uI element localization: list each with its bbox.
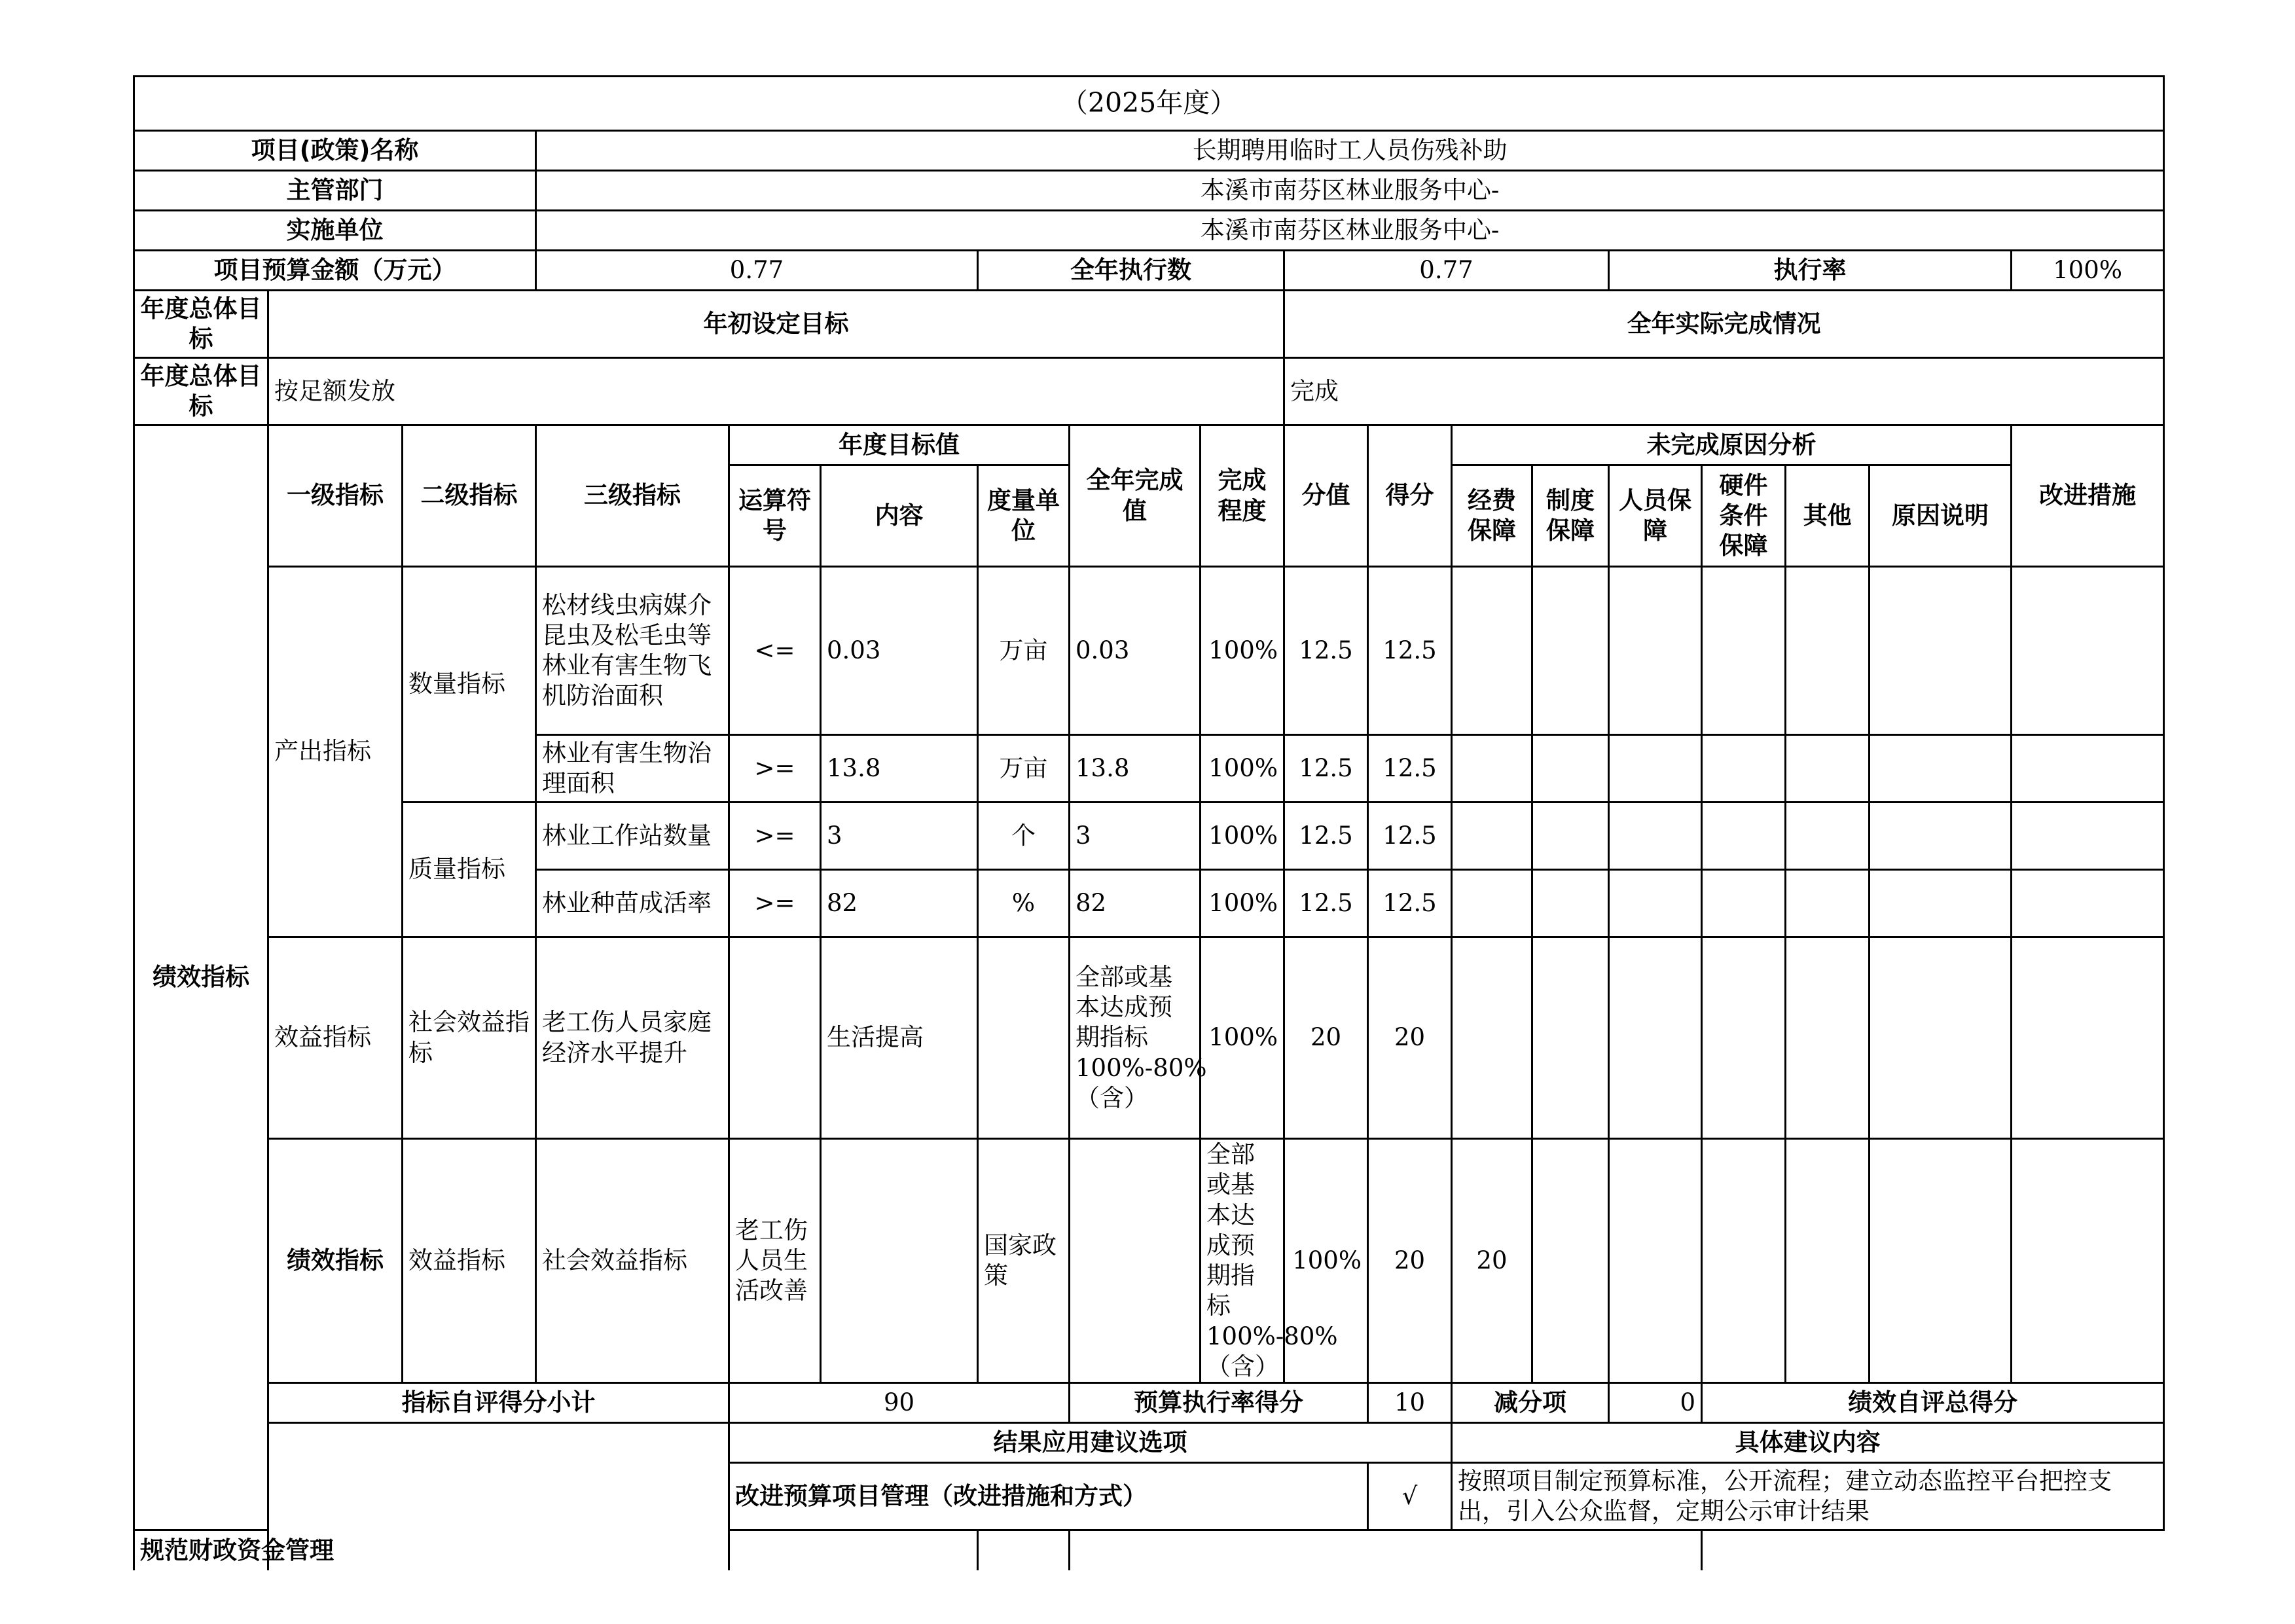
weight-cell: 12.5 [1284,870,1368,937]
weight-cell: 12.5 [1284,803,1368,870]
system-cell [1532,803,1609,870]
score-cell: 12.5 [1368,803,1452,870]
perf-indicator-label: 绩效指标 [134,425,268,1530]
reason-cell [2012,1139,2164,1383]
goal-label: 年度总体目标 [134,358,268,425]
project-name-label: 项目(政策)名称 [134,131,536,171]
score-cell: 12.5 [1368,735,1452,803]
score-header: 得分 [1368,425,1452,567]
check-mark-icon: √ [1368,1463,1452,1530]
execution-rate-label: 执行率 [1609,251,2012,291]
level1-header: 一级指标 [268,425,403,567]
budget-row [134,251,2164,291]
actual-completion-header: 全年实际完成情况 [1284,291,2164,358]
goal-header-row [134,291,2164,358]
suggestion-header-row [134,1423,2164,1463]
perf-indicator-label: 绩效指标 [268,1139,403,1383]
budget-score-label: 预算执行率得分 [1070,1383,1368,1423]
output-indicator-label: 产出指标 [268,567,403,937]
indicator-header-row-1 [134,425,2164,465]
content-cell: 国家政策 [978,1139,1070,1383]
indicator-row [134,937,2164,1139]
benefit-indicator-label: 效益指标 [268,937,403,1139]
completion-degree-cell: 100% [1284,1139,1368,1383]
other-cell [1786,735,1870,803]
content-cell: 0.03 [821,567,978,735]
level3-indicator: 林业工作站数量 [536,803,729,870]
social-benefit-label: 社会效益指标 [536,1139,729,1383]
score-cell: 12.5 [1368,870,1452,937]
staff-cell [1609,937,1702,1139]
other-cell [1786,803,1870,870]
actual-completion-value: 完成 [1284,358,2164,425]
hardware-cell [1702,937,1786,1139]
title-row [134,77,2164,131]
level2-header: 二级指标 [403,425,536,567]
completion-degree-cell: 100% [1201,870,1284,937]
improvement-header: 改进措施 [2012,425,2164,567]
year-title: （2025年度） [134,77,2164,131]
actual-value-cell: 全部或基本达成预期指标100%-80%（含） [1070,937,1201,1139]
funding-cell [1452,735,1532,803]
suggestion-option-label: 改进预算项目管理（改进措施和方式） [729,1463,1368,1530]
goal-label: 年度总体目标 [134,291,268,358]
suggestion-content-header: 具体建议内容 [1452,1423,2164,1463]
level3-header: 三级指标 [536,425,729,567]
unit-cell: 万亩 [978,735,1070,803]
funding-cell [1532,1139,1609,1383]
operator-cell [821,1139,978,1383]
other-header: 其他 [1786,465,1870,567]
goal-value-row [134,358,2164,425]
level3-indicator: 林业有害生物治理面积 [536,735,729,803]
level3-indicator: 松材线虫病媒介昆虫及松毛虫等林业有害生物飞机防治面积 [536,567,729,735]
suggestion-options-header: 结果应用建议选项 [729,1423,1452,1463]
indicator-row [134,803,2164,870]
hardware-cell [1786,1139,1870,1383]
quantity-indicator-label: 数量指标 [403,567,536,803]
performance-table [133,75,2165,1570]
unit-cell [978,937,1070,1139]
execution-rate-value: 100% [2012,251,2164,291]
other-cell [1786,567,1870,735]
system-cell [1532,937,1609,1139]
reason-cell [1870,937,2012,1139]
project-name-value: 长期聘用临时工人员伤残补助 [536,131,2164,171]
actual-value-cell: 82 [1070,870,1201,937]
score-cell: 20 [1368,937,1452,1139]
content-cell: 13.8 [821,735,978,803]
budget-amount-label: 项目预算金额（万元） [134,251,536,291]
content-cell: 3 [821,803,978,870]
budget-amount-value: 0.77 [536,251,978,291]
implementer-row [134,211,2164,251]
operator-header: 运算符号 [729,465,821,567]
suggestion-row [134,1530,2164,1570]
content-header: 内容 [821,465,978,567]
weight-header: 分值 [1284,425,1368,567]
system-header: 制度保障 [1532,465,1609,567]
actual-value-header: 全年完成值 [1070,425,1201,567]
hardware-cell [1702,870,1786,937]
actual-value-cell: 全部或基本达成预期指标100%-80%（含） [1201,1139,1284,1383]
weight-cell: 20 [1284,937,1368,1139]
actual-value-cell: 13.8 [1070,735,1201,803]
other-cell [1786,870,1870,937]
operator-cell: >= [729,870,821,937]
unit-cell: 个 [978,803,1070,870]
other-cell [1786,937,1870,1139]
quality-indicator-label: 质量指标 [403,803,536,937]
system-cell [1532,735,1609,803]
budget-score-value: 10 [1368,1383,1452,1423]
content-cell: 82 [821,870,978,937]
hardware-cell [1702,735,1786,803]
staff-cell [1609,803,1702,870]
operator-cell: >= [729,735,821,803]
department-row [134,171,2164,211]
content-cell: 生活提高 [821,937,978,1139]
improvement-cell [2012,870,2164,937]
staff-cell [1609,567,1702,735]
summary-row [134,1383,2164,1423]
staff-cell [1609,870,1702,937]
actual-value-cell: 0.03 [1070,567,1201,735]
total-score-label: 绩效自评总得分 [1702,1383,2164,1423]
initial-goal-value: 按足额发放 [268,358,1284,425]
funding-cell [1452,870,1532,937]
staff-cell [1702,1139,1786,1383]
weight-cell: 12.5 [1284,567,1368,735]
level3-indicator: 老工伤人员家庭经济水平提升 [536,937,729,1139]
unit-cell: 万亩 [978,567,1070,735]
unit-header: 度量单位 [978,465,1070,567]
weight-cell: 20 [1368,1139,1452,1383]
suggestion-option-label: 规范财政资金管理 [134,1530,978,1570]
system-cell [1609,1139,1702,1383]
suggestion-detail [1070,1530,1702,1570]
reason-cell [1870,870,2012,937]
operator-cell: >= [729,803,821,870]
improvement-cell [2012,735,2164,803]
reason-cell [1870,735,2012,803]
hardware-cell [1702,567,1786,735]
completion-degree-cell: 100% [1201,803,1284,870]
improvement-cell [2012,567,2164,735]
social-benefit-label: 社会效益指标 [403,937,536,1139]
performance-sheet [133,75,2165,1570]
system-cell [1532,567,1609,735]
annual-execution-value: 0.77 [1284,251,1609,291]
completion-degree-cell: 100% [1201,567,1284,735]
level3-indicator: 老工伤人员生活改善 [729,1139,821,1383]
department-value: 本溪市南芬区林业服务中心- [536,171,2164,211]
reason-description-header: 原因说明 [1870,465,2012,567]
indicator-row [134,1139,2164,1383]
reason-cell [1870,803,2012,870]
benefit-indicator-label: 效益指标 [403,1139,536,1383]
funding-cell [1452,567,1532,735]
actual-value-cell: 3 [1070,803,1201,870]
system-cell [1532,870,1609,937]
funding-header: 经费保障 [1452,465,1532,567]
deduction-value: 0 [1609,1383,1702,1423]
project-name-row [134,131,2164,171]
unit-cell: % [978,870,1070,937]
subtotal-value: 90 [729,1383,1070,1423]
implementer-value: 本溪市南芬区林业服务中心- [536,211,2164,251]
improvement-cell [2012,803,2164,870]
funding-cell [1452,937,1532,1139]
level3-indicator: 林业种苗成活率 [536,870,729,937]
funding-cell [1452,803,1532,870]
other-cell [1870,1139,2012,1383]
subtotal-label: 指标自评得分小计 [268,1383,729,1423]
annual-target-header: 年度目标值 [729,425,1070,465]
implementer-label: 实施单位 [134,211,536,251]
completion-degree-header: 完成程度 [1201,425,1284,567]
indicator-row [134,567,2164,735]
completion-degree-cell: 100% [1201,735,1284,803]
staff-cell [1609,735,1702,803]
hardware-header: 硬件条件保障 [1702,465,1786,567]
score-cell: 20 [1452,1139,1532,1383]
hardware-cell [1702,803,1786,870]
deduction-label: 减分项 [1452,1383,1609,1423]
suggestion-detail: 按照项目制定预算标准，公开流程；建立动态监控平台把控支出，引入公众监督，定期公示审计结果 [1452,1463,2164,1530]
initial-goal-header: 年初设定目标 [268,291,1284,358]
completion-degree-cell: 100% [1201,937,1284,1139]
reason-cell [1870,567,2012,735]
improvement-cell [2012,937,2164,1139]
check-mark-cell [978,1530,1070,1570]
weight-cell: 12.5 [1284,735,1368,803]
reason-analysis-header: 未完成原因分析 [1452,425,2012,465]
annual-execution-label: 全年执行数 [978,251,1284,291]
operator-cell [729,937,821,1139]
department-label: 主管部门 [134,171,536,211]
staff-header: 人员保障 [1609,465,1702,567]
unit-cell [1070,1139,1201,1383]
score-cell: 12.5 [1368,567,1452,735]
operator-cell: <= [729,567,821,735]
